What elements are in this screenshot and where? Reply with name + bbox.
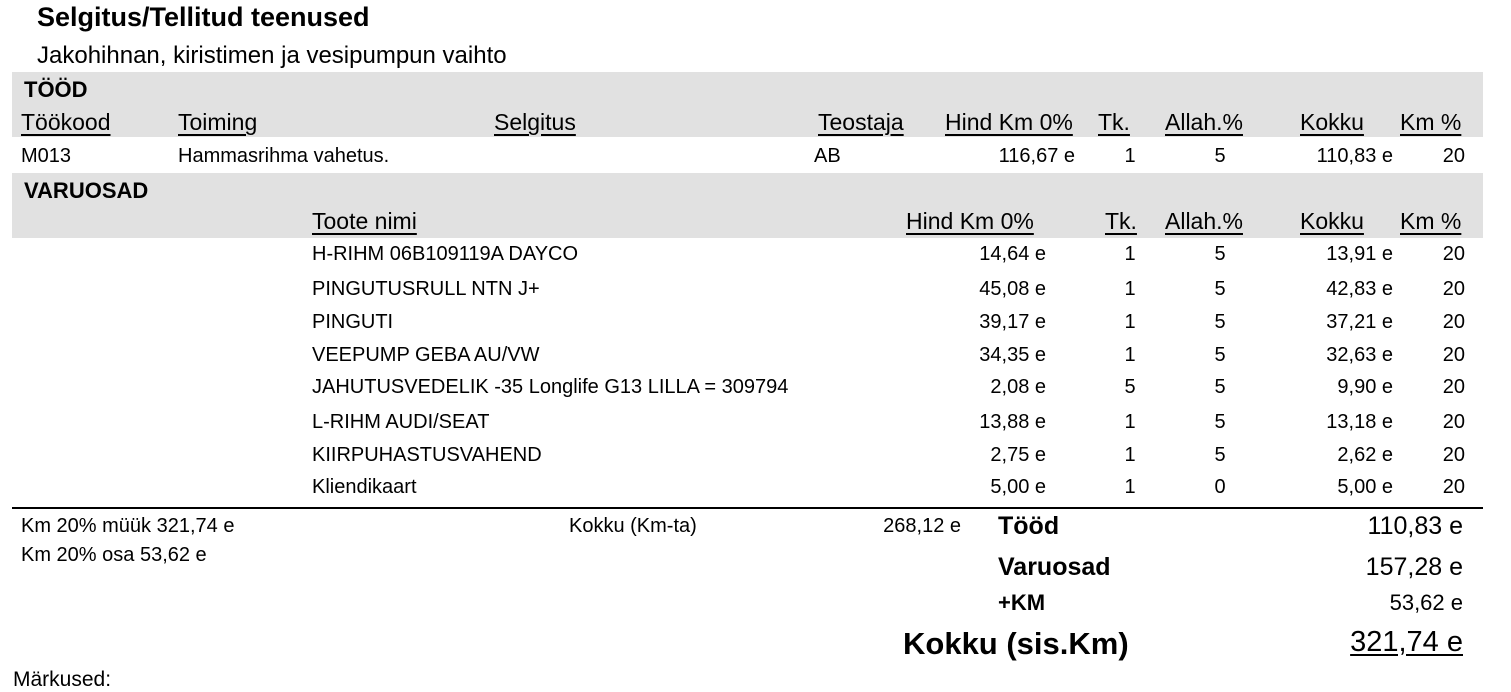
work-col-performer: Teostaja: [818, 109, 904, 135]
parts-col-qty: Tk.: [1105, 208, 1137, 234]
part-total: 42,83 e: [1326, 278, 1393, 300]
work-col-total: Kokku: [1300, 109, 1364, 135]
part-total: 13,91 e: [1326, 243, 1393, 265]
parts-col-vat: Km %: [1400, 208, 1462, 234]
work-col-action: Toiming: [178, 109, 258, 135]
vat-sum-label: +KM: [998, 590, 1046, 615]
part-qty: 1: [1124, 278, 1136, 300]
part-discount: 5: [1214, 444, 1226, 466]
part-total: 9,90 e: [1337, 376, 1393, 398]
page-subtitle: Jakohihnan, kiristimen ja vesipumpun vaihto: [37, 42, 507, 69]
part-price: 45,08 e: [979, 278, 1046, 300]
work-performer: AB: [814, 145, 841, 167]
part-discount: 5: [1214, 344, 1226, 366]
grand-total-label: Kokku (sis.Km): [903, 626, 1129, 661]
part-price: 2,75 e: [990, 444, 1046, 466]
parts-col-total: Kokku: [1300, 208, 1364, 234]
parts-section-header: [12, 173, 1483, 238]
page-title: Selgitus/Tellitud teenused: [37, 2, 370, 32]
part-qty: 5: [1124, 376, 1136, 398]
notes-label: Märkused:: [13, 668, 112, 691]
work-col-vat: Km %: [1400, 109, 1462, 135]
part-discount: 5: [1214, 243, 1226, 265]
parts-section-title: VARUOSAD: [24, 178, 149, 203]
work-qty: 1: [1124, 145, 1136, 167]
part-vat: 20: [1442, 311, 1465, 333]
parts-col-discount: Allah.%: [1165, 208, 1243, 234]
part-qty: 1: [1124, 344, 1136, 366]
part-name: L-RIHM AUDI/SEAT: [312, 411, 490, 433]
part-vat: 20: [1442, 278, 1465, 300]
part-discount: 5: [1214, 411, 1226, 433]
part-name: JAHUTUSVEDELIK -35 Longlife G13 LILLA = 309794: [312, 376, 789, 398]
part-vat: 20: [1442, 411, 1465, 433]
part-discount: 5: [1214, 278, 1226, 300]
grand-total-value: 321,74 e: [1350, 626, 1463, 658]
part-price: 34,35 e: [979, 344, 1046, 366]
work-section-title: TÖÖD: [24, 77, 88, 102]
part-vat: 20: [1442, 243, 1465, 265]
part-name: KIIRPUHASTUSVAHEND: [312, 444, 542, 466]
part-total: 5,00 e: [1337, 476, 1393, 498]
part-price: 13,88 e: [979, 411, 1046, 433]
net-total-value: 268,12 e: [883, 515, 961, 537]
part-price: 39,17 e: [979, 311, 1046, 333]
work-vat: 20: [1442, 145, 1465, 167]
work-sum-label: Tööd: [998, 512, 1060, 540]
vat-sale-text: Km 20% müük 321,74 e: [21, 515, 235, 537]
parts-sum-label: Varuosad: [998, 553, 1111, 581]
work-total: 110,83 e: [1316, 145, 1393, 167]
net-total-label: Kokku (Km-ta): [569, 515, 697, 537]
part-total: 2,62 e: [1337, 444, 1393, 466]
work-sum-value: 110,83 e: [1367, 512, 1463, 540]
work-col-explanation: Selgitus: [494, 109, 576, 135]
part-name: VEEPUMP GEBA AU/VW: [312, 344, 540, 366]
part-name: PINGUTUSRULL NTN J+: [312, 278, 540, 300]
part-price: 14,64 e: [979, 243, 1046, 265]
parts-sum-value: 157,28 e: [1365, 553, 1463, 581]
part-name: PINGUTI: [312, 311, 394, 333]
part-name: H-RIHM 06B109119A DAYCO: [312, 243, 579, 265]
vat-part-text: Km 20% osa 53,62 e: [21, 544, 207, 566]
part-discount: 5: [1214, 311, 1226, 333]
parts-col-name: Toote nimi: [312, 208, 417, 234]
part-name: Kliendikaart: [312, 476, 417, 498]
part-total: 13,18 e: [1326, 411, 1393, 433]
part-discount: 5: [1214, 376, 1226, 398]
work-code: M013: [21, 145, 72, 167]
part-total: 37,21 e: [1326, 311, 1393, 333]
part-qty: 1: [1124, 444, 1136, 466]
work-col-code: Töökood: [21, 109, 111, 135]
part-discount: 0: [1214, 476, 1226, 498]
part-qty: 1: [1124, 243, 1136, 265]
summary-divider: [12, 507, 1483, 509]
work-action: Hammasrihma vahetus.: [178, 145, 390, 167]
part-qty: 1: [1124, 311, 1136, 333]
part-qty: 1: [1124, 411, 1136, 433]
work-discount: 5: [1214, 145, 1226, 167]
vat-sum-value: 53,62 e: [1389, 590, 1463, 615]
work-col-qty: Tk.: [1098, 109, 1130, 135]
part-total: 32,63 e: [1326, 344, 1393, 366]
parts-col-price: Hind Km 0%: [906, 208, 1034, 234]
part-vat: 20: [1442, 344, 1465, 366]
work-col-discount: Allah.%: [1165, 109, 1243, 135]
work-col-price: Hind Km 0%: [945, 109, 1073, 135]
part-qty: 1: [1124, 476, 1136, 498]
part-vat: 20: [1442, 476, 1465, 498]
part-price: 5,00 e: [990, 476, 1046, 498]
part-vat: 20: [1442, 376, 1465, 398]
part-vat: 20: [1442, 444, 1465, 466]
work-price: 116,67 e: [998, 145, 1075, 167]
part-price: 2,08 e: [990, 376, 1046, 398]
